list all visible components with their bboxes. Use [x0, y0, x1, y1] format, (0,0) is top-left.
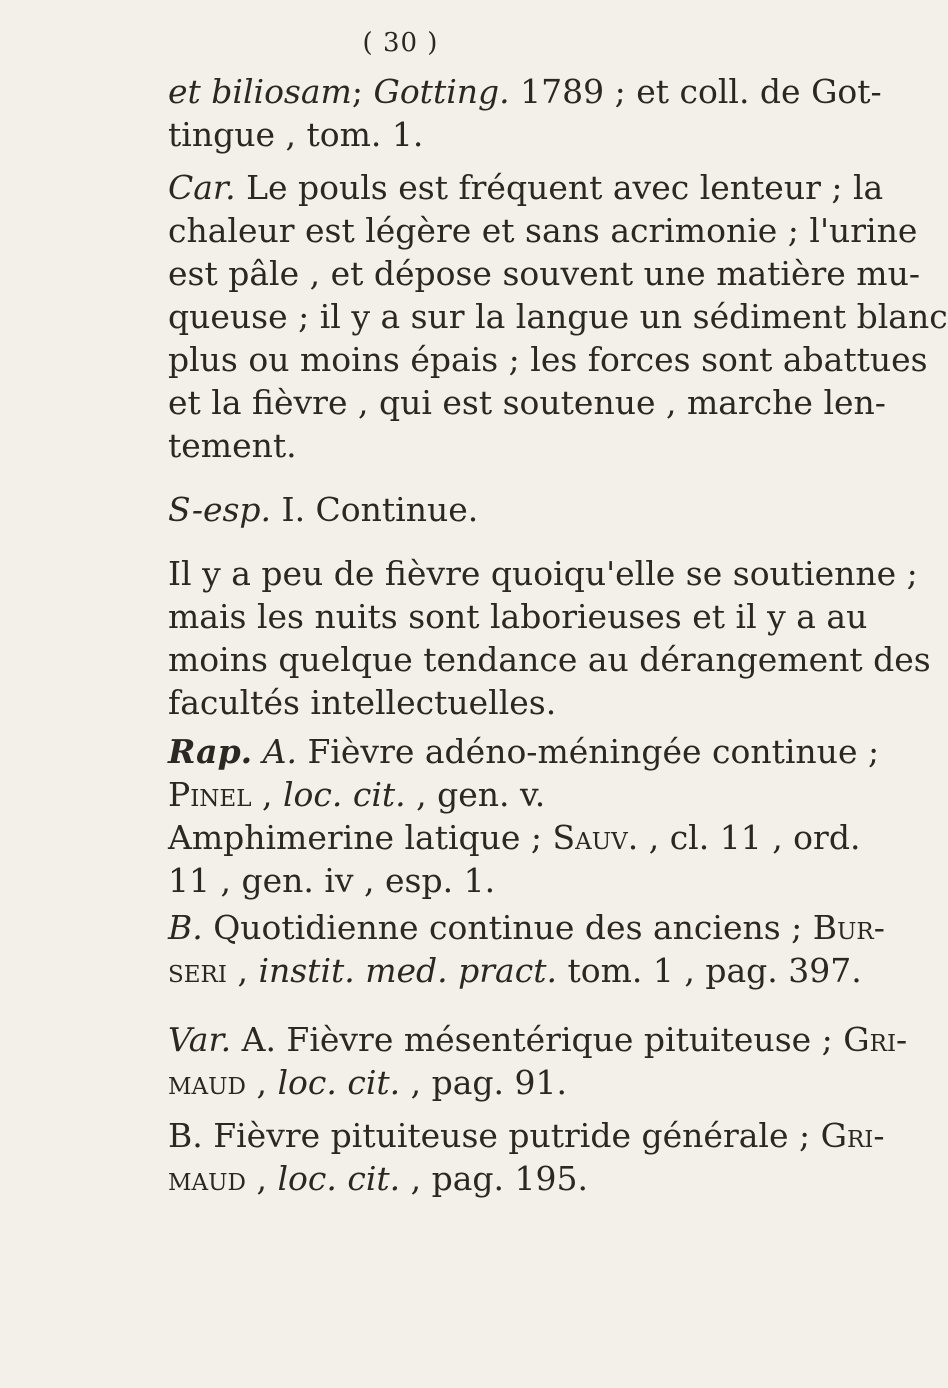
- author-name: Gri-: [820, 1116, 885, 1155]
- text-span: Quotidienne continue des anciens ;: [202, 908, 813, 947]
- text-line: [168, 906, 885, 949]
- text-line: chaleur est légère et sans acrimonie ; l'urine: [168, 211, 918, 250]
- text-span: Le pouls est fréquent avec lenteur ; la: [235, 168, 884, 207]
- author-name: maud: [168, 1159, 246, 1198]
- text-line: tingue , tom. 1.: [168, 115, 424, 154]
- text-span: , gen. v.: [405, 775, 546, 814]
- author-name: maud: [168, 1063, 246, 1102]
- place-italic: Gotting.: [373, 72, 510, 111]
- text-span: ,: [245, 1063, 278, 1102]
- paragraph-subspecies: [168, 488, 748, 531]
- paragraph-rapport-a: [168, 730, 880, 902]
- author-name: Bur-: [812, 908, 885, 947]
- item-mark: B.: [168, 908, 203, 947]
- citation-italic: instit. med. pract.: [258, 951, 557, 990]
- text-line: [168, 773, 748, 816]
- text-line: [168, 816, 861, 859]
- text-line: [168, 1114, 885, 1157]
- text-span: Fièvre adéno-méningée continue ;: [296, 732, 880, 771]
- paragraph-reference-gotting: [168, 70, 882, 156]
- text-line: tement.: [168, 426, 297, 465]
- text-span: A. Fièvre mésentérique pituiteuse ;: [231, 1020, 844, 1059]
- text-span: , cl. 11 , ord.: [638, 818, 861, 857]
- text-line: [168, 1018, 908, 1061]
- text-span: , pag. 195.: [400, 1159, 588, 1198]
- text-line: Il y a peu de fièvre quoiqu'elle se soutienne ;: [168, 554, 918, 593]
- text-line: plus ou moins épais ; les forces sont abattues: [168, 340, 928, 379]
- page-number: ( 30 ): [362, 28, 439, 58]
- text-span: , pag. 91.: [400, 1063, 567, 1102]
- paragraph-variety-a: [168, 1018, 908, 1104]
- title-italic: et biliosam: [168, 72, 352, 111]
- section-label: Rap.: [168, 732, 253, 771]
- text-span: ,: [226, 951, 259, 990]
- text-span: Amphimerine latique ;: [168, 818, 553, 857]
- section-label: S-esp.: [168, 490, 272, 529]
- text-span: B. Fièvre pituiteuse putride générale ;: [168, 1116, 821, 1155]
- text-line: moins quelque tendance au dérangement des: [168, 640, 931, 679]
- text-line: queuse ; il y a sur la langue un sédiment blanc: [168, 297, 948, 336]
- paragraph-description: [168, 552, 931, 724]
- citation-italic: loc. cit.: [282, 775, 406, 814]
- author-name: Gri-: [843, 1020, 908, 1059]
- author-name: Pinel: [168, 775, 252, 814]
- text-span: tom. 1 , pag. 397.: [556, 951, 862, 990]
- text-line: [168, 1157, 748, 1200]
- text-span: I. Continue.: [271, 490, 479, 529]
- text-line: facultés intellectuelles.: [168, 683, 557, 722]
- text-line: [168, 949, 862, 992]
- text-line: [168, 488, 748, 531]
- text-span: ;: [351, 72, 374, 111]
- text-line: [168, 730, 880, 773]
- paragraph-variety-b: [168, 1114, 885, 1200]
- section-label: Car.: [168, 168, 236, 207]
- citation-italic: loc. cit.: [277, 1159, 401, 1198]
- text-span: ,: [251, 775, 283, 814]
- author-name: Sauv.: [552, 818, 639, 857]
- paragraph-characteristics: [168, 166, 948, 467]
- author-name: seri: [168, 951, 227, 990]
- text-span: ,: [245, 1159, 278, 1198]
- text-line: 11 , gen. iv , esp. 1.: [168, 861, 496, 900]
- text-line: [168, 1061, 748, 1104]
- paragraph-rapport-b: [168, 906, 885, 992]
- citation-italic: loc. cit.: [277, 1063, 401, 1102]
- text-span: 1789 ; et coll. de Got-: [509, 72, 882, 111]
- text-line: [168, 166, 884, 209]
- text-line: mais les nuits sont laborieuses et il y a au: [168, 597, 868, 636]
- text-line: [168, 70, 882, 113]
- section-label: Var.: [168, 1020, 232, 1059]
- text-line: est pâle , et dépose souvent une matière mu-: [168, 254, 921, 293]
- text-line: et la fièvre , qui est soutenue , marche len-: [168, 383, 886, 422]
- item-mark: A.: [252, 732, 297, 771]
